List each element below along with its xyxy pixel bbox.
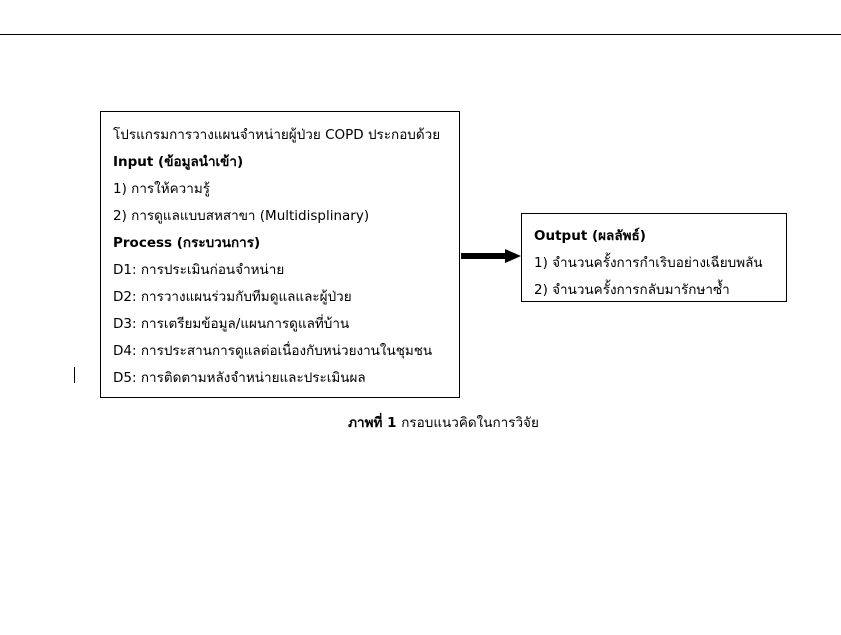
flow-arrow-icon	[461, 249, 521, 263]
output-item-2: 2) จำนวนครั้งการกลับมารักษาซ้ำ	[534, 282, 730, 298]
figure-caption-label: ภาพที่ 1	[348, 415, 397, 431]
process-item-d5: D5: การติดตามหลังจำหน่ายและประเมินผล	[113, 370, 366, 386]
process-item-d3: D3: การเตรียมข้อมูล/แผนการดูแลที่บ้าน	[113, 316, 350, 332]
process-item-d1: D1: การประเมินก่อนจำหน่าย	[113, 262, 285, 278]
process-item-d2: D2: การวางแผนร่วมกับทีมดูแลและผู้ป่วย	[113, 289, 352, 305]
input-process-box	[100, 111, 460, 398]
arrow-head	[505, 249, 521, 263]
page-top-rule	[0, 34, 841, 35]
text-caret-mark	[74, 367, 75, 383]
figure-caption	[100, 411, 787, 433]
figure-caption-text: กรอบแนวคิดในการวิจัย	[401, 415, 539, 431]
arrow-shaft	[461, 253, 507, 259]
process-section-title: Process (กระบวนการ)	[113, 235, 261, 251]
process-item-d4: D4: การประสานการดูแลต่อเนื่องกับหน่วยงานในชุมชน	[113, 343, 433, 359]
input-item-1: 1) การให้ความรู้	[113, 181, 210, 197]
input-section-title: Input (ข้อมูลนำเข้า)	[113, 154, 244, 170]
program-heading: โปรแกรมการวางแผนจำหน่ายผู้ป่วย COPD ประกอบด้วย	[113, 127, 441, 143]
output-item-1: 1) จำนวนครั้งการกำเริบอย่างเฉียบพลัน	[534, 255, 763, 271]
output-box	[521, 213, 787, 302]
input-item-2: 2) การดูแลแบบสหสาขา (Multidisplinary)	[113, 208, 370, 224]
output-section-title: Output (ผลลัพธ์)	[534, 228, 646, 244]
